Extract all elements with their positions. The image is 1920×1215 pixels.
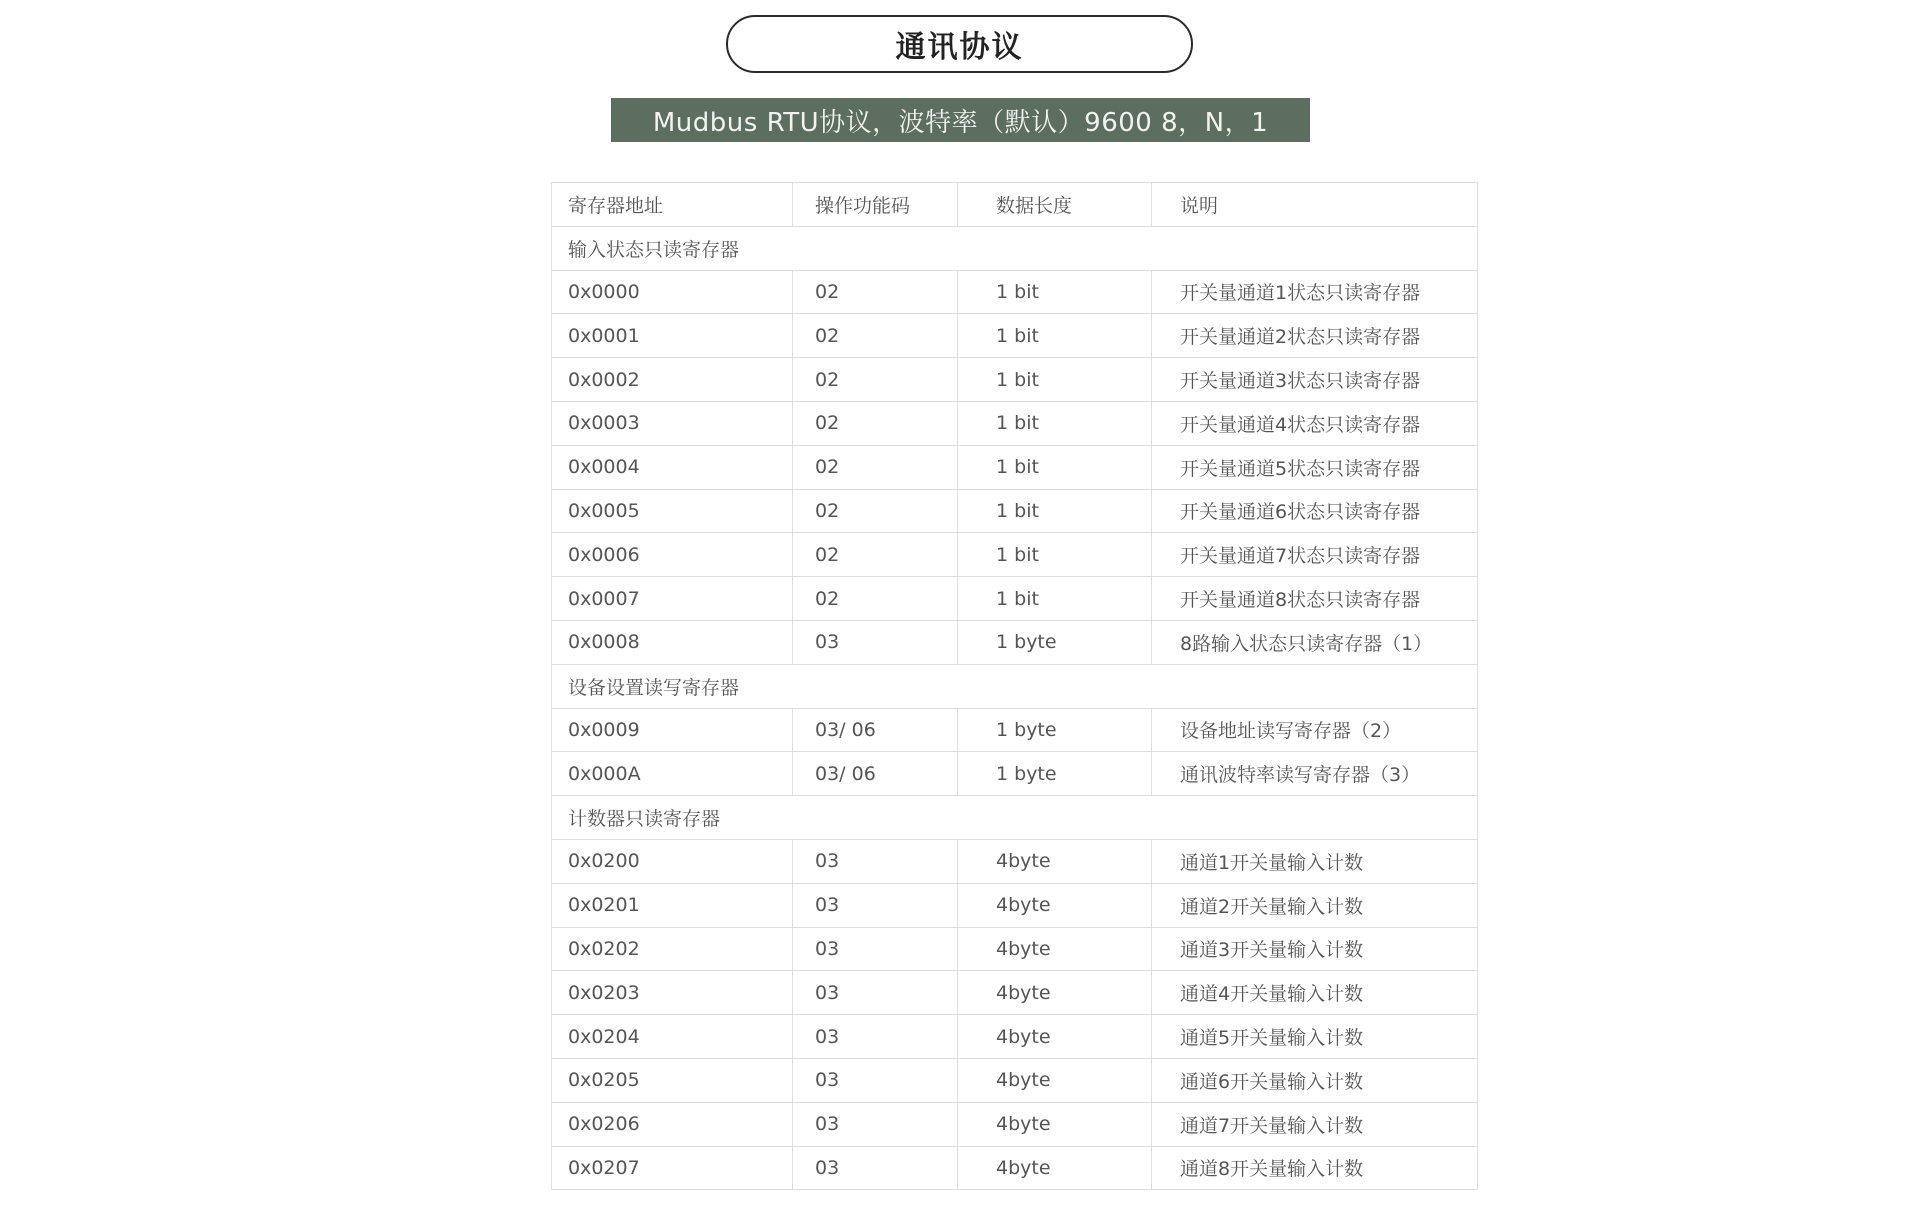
cell-data-length: 1 bit [958,577,1152,621]
group-label: 输入状态只读寄存器 [552,226,1478,270]
cell-address: 0x0204 [552,1015,793,1059]
cell-function-code: 02 [793,445,958,489]
cell-address: 0x0002 [552,358,793,402]
cell-description: 开关量通道4状态只读寄存器 [1152,401,1478,445]
register-table [551,182,1478,1190]
cell-description: 通道7开关量输入计数 [1152,1102,1478,1146]
cell-description: 通道5开关量输入计数 [1152,1015,1478,1059]
cell-function-code: 03 [793,1015,958,1059]
table-row [552,314,1478,358]
table-row [552,883,1478,927]
cell-description: 通道8开关量输入计数 [1152,1146,1478,1190]
table-row [552,401,1478,445]
cell-function-code: 03 [793,927,958,971]
cell-address: 0x0200 [552,839,793,883]
cell-function-code: 02 [793,533,958,577]
cell-description: 开关量通道5状态只读寄存器 [1152,445,1478,489]
table-row [552,489,1478,533]
header-data-length: 数据长度 [958,183,1152,227]
cell-address: 0x0004 [552,445,793,489]
table-row [552,358,1478,402]
cell-data-length: 1 bit [958,533,1152,577]
protocol-banner: Mudbus RTU协议，波特率（默认）9600 8，N，1 [611,98,1310,142]
cell-data-length: 1 bit [958,314,1152,358]
cell-function-code: 02 [793,358,958,402]
cell-description: 开关量通道7状态只读寄存器 [1152,533,1478,577]
cell-data-length: 4byte [958,971,1152,1015]
cell-description: 8路输入状态只读寄存器（1） [1152,620,1478,664]
table-row [552,577,1478,621]
cell-address: 0x0205 [552,1058,793,1102]
cell-function-code: 02 [793,401,958,445]
cell-data-length: 1 byte [958,708,1152,752]
cell-description: 通讯波特率读写寄存器（3） [1152,752,1478,796]
group-row [552,226,1478,270]
table-row [552,971,1478,1015]
cell-function-code: 03 [793,1146,958,1190]
cell-data-length: 4byte [958,839,1152,883]
cell-address: 0x0203 [552,971,793,1015]
cell-address: 0x0201 [552,883,793,927]
table-row [552,1102,1478,1146]
cell-function-code: 03 [793,839,958,883]
table-row [552,620,1478,664]
cell-function-code: 02 [793,577,958,621]
table-row [552,533,1478,577]
cell-function-code: 03/ 06 [793,752,958,796]
cell-address: 0x0008 [552,620,793,664]
cell-address: 0x0206 [552,1102,793,1146]
cell-data-length: 4byte [958,1058,1152,1102]
cell-address: 0x0003 [552,401,793,445]
cell-data-length: 1 byte [958,752,1152,796]
group-label: 计数器只读寄存器 [552,796,1478,840]
table-row [552,445,1478,489]
cell-data-length: 1 bit [958,489,1152,533]
cell-address: 0x0009 [552,708,793,752]
cell-data-length: 1 byte [958,620,1152,664]
cell-data-length: 1 bit [958,445,1152,489]
cell-address: 0x0001 [552,314,793,358]
cell-data-length: 4byte [958,1102,1152,1146]
cell-data-length: 1 bit [958,401,1152,445]
cell-data-length: 4byte [958,883,1152,927]
header-address: 寄存器地址 [552,183,793,227]
cell-function-code: 03 [793,883,958,927]
group-row [552,796,1478,840]
cell-function-code: 02 [793,489,958,533]
table-row [552,1058,1478,1102]
cell-description: 通道4开关量输入计数 [1152,971,1478,1015]
table-row [552,1015,1478,1059]
cell-address: 0x0202 [552,927,793,971]
cell-address: 0x000A [552,752,793,796]
cell-description: 开关量通道1状态只读寄存器 [1152,270,1478,314]
cell-description: 开关量通道2状态只读寄存器 [1152,314,1478,358]
table-row [552,1146,1478,1190]
table-row [552,927,1478,971]
group-label: 设备设置读写寄存器 [552,664,1478,708]
cell-description: 开关量通道8状态只读寄存器 [1152,577,1478,621]
cell-description: 通道2开关量输入计数 [1152,883,1478,927]
cell-address: 0x0000 [552,270,793,314]
cell-function-code: 03 [793,1058,958,1102]
cell-function-code: 03 [793,971,958,1015]
cell-description: 通道6开关量输入计数 [1152,1058,1478,1102]
group-row [552,664,1478,708]
header-function-code: 操作功能码 [793,183,958,227]
cell-function-code: 02 [793,270,958,314]
cell-function-code: 03/ 06 [793,708,958,752]
cell-data-length: 4byte [958,927,1152,971]
cell-description: 开关量通道3状态只读寄存器 [1152,358,1478,402]
cell-address: 0x0006 [552,533,793,577]
cell-address: 0x0005 [552,489,793,533]
cell-data-length: 4byte [958,1015,1152,1059]
cell-function-code: 03 [793,620,958,664]
cell-address: 0x0007 [552,577,793,621]
cell-description: 通道3开关量输入计数 [1152,927,1478,971]
table-row [552,708,1478,752]
cell-function-code: 02 [793,314,958,358]
cell-description: 开关量通道6状态只读寄存器 [1152,489,1478,533]
table-header-row [552,183,1478,227]
cell-data-length: 1 bit [958,270,1152,314]
cell-data-length: 4byte [958,1146,1152,1190]
table-row [552,270,1478,314]
cell-description: 通道1开关量输入计数 [1152,839,1478,883]
cell-description: 设备地址读写寄存器（2） [1152,708,1478,752]
section-title: 通讯协议 [726,15,1193,73]
table-row [552,752,1478,796]
cell-data-length: 1 bit [958,358,1152,402]
header-description: 说明 [1152,183,1478,227]
cell-address: 0x0207 [552,1146,793,1190]
cell-function-code: 03 [793,1102,958,1146]
table-row [552,839,1478,883]
